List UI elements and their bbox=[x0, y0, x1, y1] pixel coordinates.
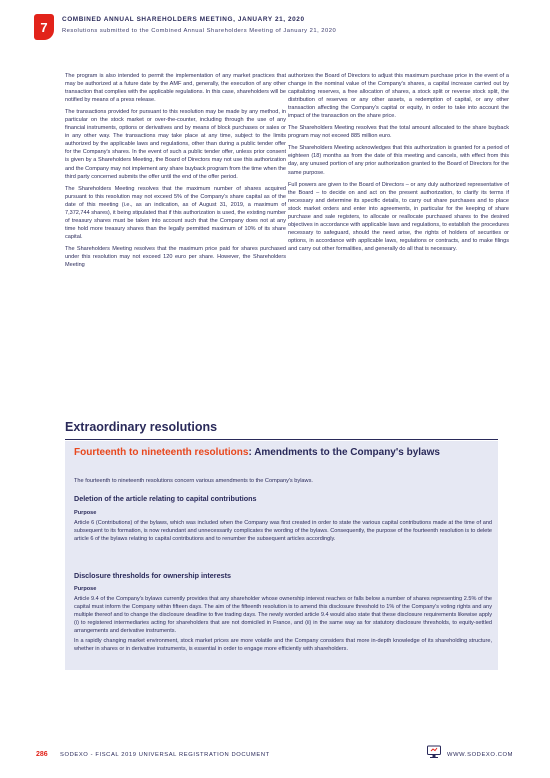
box-intro: The fourteenth to nineteenth resolutions concern various amendments to the Company's bylaws. bbox=[74, 478, 313, 484]
paragraph: The Shareholders Meeting acknowledges that this authorization is granted for a period of eighteen (18) months as from the date of this meeting and cancels, with effect from this day, any unused portion of any prior authorization granted to the Board of Directors for the same purpose. bbox=[288, 145, 509, 176]
box-title bbox=[74, 447, 454, 458]
paragraph: Full powers are given to the Board of Directors – or any duly authorized representative of the Board – to decide on and act on the present authorization, to clarify its terms if necessary and determine its specific details, to carry out share purchases and to place stock market orders and enter into agreements, in particular for the keeping of share purchase and sale registers, to allocate or reallocate purchased shares to the desired objectives in accordance with applicable laws and regulations, to establish the procedures necessary to safeguard, should the need arise, the rights of holders of securities or options, in accordance with applicable laws, regulations or contracts, and to make filings and carry out other formalities, and generally do all that is necessary. bbox=[288, 181, 509, 252]
right-text-column bbox=[288, 72, 509, 257]
header-title: COMBINED ANNUAL SHAREHOLDERS MEETING, JANUARY 21, 2020 bbox=[62, 16, 305, 23]
box-title-highlight: Fourteenth to nineteenth resolutions bbox=[74, 447, 249, 458]
purpose-text: Article 9.4 of the Company's bylaws currently provides that any shareholder whose ownership interest reaches or falls below a number of shares representing 2.5% of the capital must inform the Company within fifteen days. The aim of the fifteenth resolution is to amend this disclosure threshold to 1% of the Company's voting rights and any multiple thereof and to change the disclosure deadline to five trading days. The newly worded article 9.4 would also state that these disclosure requirements likewise apply (i) to registered intermediaries acting for shareholders that are not domiciled in France, and (ii) in the same way as for statutory disclosure thresholds, to equity-settled arrangements and derivative instruments. bbox=[74, 596, 492, 635]
purpose-text: Article 6 (Contributions) of the bylaws, which was included when the Company was first created in order to state the various capital contributions made at the time of and subsequent to its formation, is now redundant and unnecessarily complicates the wording of the bylaws. Consequently, the purpose of the fourteenth resolution is to delete article 6 of the bylaws relating to capital contributions and to renumber the subsequent articles accordingly. bbox=[74, 520, 493, 543]
chapter-badge: 7 bbox=[34, 14, 54, 40]
monitor-icon bbox=[426, 744, 442, 760]
paragraph: The Shareholders Meeting resolves that the maximum price paid for shares purchased under this resolution may not exceed 120 euro per share. However, the Shareholders Meeting bbox=[65, 245, 286, 269]
resolutions-box bbox=[65, 441, 498, 670]
document-title: SODEXO - FISCAL 2019 UNIVERSAL REGISTRATION DOCUMENT bbox=[60, 752, 270, 758]
subsection-title-capital: Deletion of the article relating to capital contributions bbox=[74, 494, 257, 503]
purpose-label: Purpose bbox=[74, 586, 97, 592]
purpose-label: Purpose bbox=[74, 510, 97, 516]
subsection-title-thresholds: Disclosure thresholds for ownership interests bbox=[74, 571, 231, 580]
paragraph: authorizes the Board of Directors to adjust this maximum purchase price in the event of a change in the nominal value of the Company's shares, a capital increase carried out by capitalizing reserves, a free allocation of shares, a stock split or reverse stock split, the distribution of reserves or any other assets, a redemption of capital, or any other transaction affecting the Company's capital or equity, in order to take into account the impact of the transaction on the share price. bbox=[288, 73, 509, 120]
box-title-rest: : Amendments to the Company's bylaws bbox=[248, 447, 440, 458]
section-divider bbox=[65, 439, 498, 440]
header-subtitle: Resolutions submitted to the Combined Annual Shareholders Meeting of January 21, 2020 bbox=[62, 28, 337, 34]
section-title: Extraordinary resolutions bbox=[65, 420, 218, 434]
purpose-text: In a rapidly changing market environment, stock market prices are more volatile and the Company considers that more in-depth knowledge of its shareholding structure, whether in shares or in derivative instruments, is essential in order to engage more efficiently with shareholders. bbox=[74, 638, 492, 653]
paragraph: The Shareholders Meeting resolves that the total amount allocated to the share buyback program may not exceed 885 million euro. bbox=[288, 125, 509, 140]
left-text-column bbox=[65, 72, 286, 273]
website-link[interactable]: WWW.SODEXO.COM bbox=[447, 752, 514, 758]
paragraph: The transactions provided for pursuant to this resolution may be made by any method, in particular on the stock market or over-the-counter, including through the use of any financial instruments, options or derivatives and by means of block purchases or sales or in any other way. The transactions may take place at any time, subject to the limits authorized by the applicable laws and regulations, other than during a public tender offer for the Company's shares. In the event of such a public tender offer, unless prior consent is given by a Shareholders Meeting, the Board of Directors may not use this authorization and the Company may not implement any share buyback program from the time when the third party concerned submits the offer until the end of the offer period. bbox=[65, 109, 286, 180]
paragraph: The Shareholders Meeting resolves that the maximum number of shares acquired pursuant to this resolution may not exceed 5% of the Company's share capital as of the date of this meeting (i.e., as an indication, as of August 31, 2019, a maximum of 7,372,744 shares), it being stipulated that if this authorization is used, the existing number of treasury shares must be taken into account such that the Company does not at any time hold more treasury shares than the legally permitted maximum of 10% of its share capital. bbox=[65, 185, 286, 240]
page-number: 286 bbox=[36, 751, 48, 758]
paragraph: The program is also intended to permit the implementation of any market practices that may be authorized at a future date by the AMF and, generally, the execution of any other transaction that complies with the applicable regulations. In this case, shareholders will be notified by means of a press release. bbox=[65, 73, 286, 104]
